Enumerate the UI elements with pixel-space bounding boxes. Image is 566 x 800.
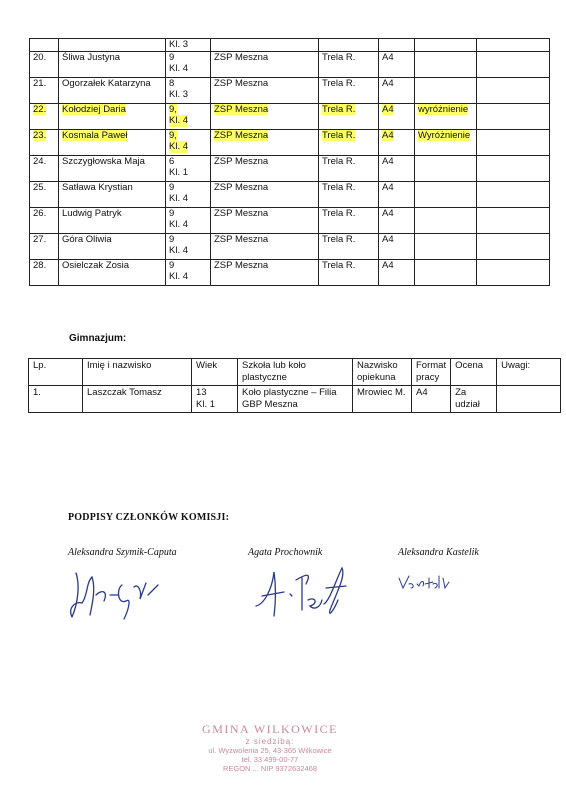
cell-wiek <box>166 233 211 259</box>
klasa-value: Kl. 4 <box>169 271 189 282</box>
cell-lp <box>30 129 59 155</box>
klasa-value: Kl. 4 <box>169 115 189 126</box>
cell-wiek <box>166 259 211 285</box>
cell-lp <box>30 51 59 77</box>
cell-opiekun <box>319 77 379 103</box>
wiek-value: 8 <box>169 77 175 89</box>
cell-school <box>211 259 319 285</box>
cell-name <box>59 129 166 155</box>
cell-name <box>59 77 166 103</box>
school-value: ZSP Meszna <box>214 51 269 63</box>
cell-opiekun <box>319 207 379 233</box>
table-row <box>30 233 550 259</box>
cell-ocena <box>415 51 477 77</box>
table-row <box>30 129 550 155</box>
cell-format <box>379 129 415 155</box>
cell-format <box>379 233 415 259</box>
stamp-line-4: tel. 33 499-00-77 <box>241 755 299 764</box>
name-value: Kołodziej Daria <box>62 103 126 115</box>
signature-3-image <box>395 572 455 597</box>
cell-name <box>59 51 166 77</box>
header-name: Imię i nazwisko <box>83 359 192 386</box>
cell-ocena <box>415 103 477 129</box>
lp-value: 27. <box>33 233 47 245</box>
name-value: Osielczak Zosia <box>62 259 130 271</box>
klasa-value: Kl. 1 <box>169 167 189 178</box>
lp-value: 26. <box>33 207 47 219</box>
cell-wiek <box>166 181 211 207</box>
table-cell <box>477 39 550 52</box>
ocena-value: Wyróżnienie <box>418 129 471 141</box>
cell-format <box>379 181 415 207</box>
lp-value: 23. <box>33 129 47 141</box>
cell-wiek <box>166 77 211 103</box>
opiekun-value: Trela R. <box>322 259 356 271</box>
format-value: A4 <box>382 155 394 167</box>
cell-opiekun <box>319 155 379 181</box>
lp-value: 24. <box>33 155 47 167</box>
table-row <box>30 39 550 52</box>
cell-wiek <box>166 129 211 155</box>
klasa-value: Kl. 1 <box>196 399 216 410</box>
school-value: ZSP Meszna <box>214 155 269 167</box>
header-lp: Lp. <box>29 359 83 386</box>
cell-lp <box>30 77 59 103</box>
cell-uwagi <box>477 181 550 207</box>
school-value: ZSP Meszna <box>214 129 269 141</box>
opiekun-value: Trela R. <box>322 181 356 193</box>
name-value: Satława Krystian <box>62 181 133 193</box>
table-row <box>30 77 550 103</box>
opiekun-value: Trela R. <box>322 155 356 167</box>
cell-ocena <box>415 259 477 285</box>
table-cell <box>415 39 477 52</box>
ocena-value: wyróżnienie <box>418 103 469 115</box>
table-cell <box>319 39 379 52</box>
cell-ocena <box>415 181 477 207</box>
cell-format <box>379 103 415 129</box>
klasa-value: Kl. 3 <box>169 89 189 100</box>
cell-ocena <box>415 129 477 155</box>
cell-uwagi <box>477 77 550 103</box>
header-school: Szkoła lub koło plastyczne <box>238 359 353 386</box>
wiek-value: 9, <box>169 129 177 141</box>
table-cell: Kl. 3 <box>166 39 211 52</box>
format-value: A4 <box>382 77 394 89</box>
stamp-line-2: z siedzibą: <box>245 737 295 746</box>
cell-school <box>211 155 319 181</box>
cell-opiekun <box>319 129 379 155</box>
header-format: Format pracy <box>412 359 451 386</box>
cell-opiekun: Mrowiec M. <box>353 386 412 413</box>
cell-name <box>59 181 166 207</box>
cell-uwagi <box>477 103 550 129</box>
name-value: Ludwig Patryk <box>62 207 122 219</box>
table-header-row <box>29 359 561 386</box>
lp-value: 22. <box>33 103 47 115</box>
cell-uwagi <box>477 51 550 77</box>
cell-lp <box>30 259 59 285</box>
table-cell <box>211 39 319 52</box>
cell-opiekun <box>319 233 379 259</box>
format-value: A4 <box>382 103 394 115</box>
signature-1-image <box>62 565 172 625</box>
table-cell <box>30 39 59 52</box>
wiek-value: 9 <box>169 259 175 271</box>
cell-lp: 1. <box>29 386 83 413</box>
cell-ocena <box>415 155 477 181</box>
cell-school <box>211 207 319 233</box>
opiekun-value: Trela R. <box>322 51 356 63</box>
cell-uwagi <box>477 129 550 155</box>
cell-wiek <box>166 155 211 181</box>
cell-opiekun <box>319 51 379 77</box>
cell-lp <box>30 233 59 259</box>
cell-opiekun <box>319 181 379 207</box>
signatures-title: PODPISY CZŁONKÓW KOMISJI: <box>68 512 230 523</box>
school-value: ZSP Meszna <box>214 103 269 115</box>
table-row <box>30 207 550 233</box>
opiekun-value: Trela R. <box>322 77 356 89</box>
school-value: ZSP Meszna <box>214 77 269 89</box>
wiek-value: 13 <box>196 387 207 398</box>
stamp-line-1: GMINA WILKOWICE <box>202 722 338 736</box>
cell-school <box>211 103 319 129</box>
lp-value: 21. <box>33 77 47 89</box>
cell-lp <box>30 103 59 129</box>
name-value: Ogorzałek Katarzyna <box>62 77 151 89</box>
klasa-value: Kl. 4 <box>169 193 189 204</box>
cell-lp <box>30 207 59 233</box>
format-value: A4 <box>382 181 394 193</box>
wiek-value: 9, <box>169 103 177 115</box>
cell-school: Koło plastyczne – Filia GBP Meszna <box>238 386 353 413</box>
cell-ocena <box>415 207 477 233</box>
cell-wiek <box>166 207 211 233</box>
cell-uwagi <box>477 233 550 259</box>
name-value: Góra Oliwia <box>62 233 112 245</box>
signer-name-1: Aleksandra Szymik-Caputa <box>68 547 177 558</box>
school-value: ZSP Meszna <box>214 233 269 245</box>
opiekun-value: Trela R. <box>322 207 356 219</box>
cell-wiek <box>166 103 211 129</box>
opiekun-value: Trela R. <box>322 103 356 115</box>
cell-name <box>59 207 166 233</box>
header-opiekun: Nazwisko opiekuna <box>353 359 412 386</box>
header-wiek: Wiek <box>192 359 238 386</box>
header-uwagi: Uwagi: <box>497 359 561 386</box>
wiek-value: 9 <box>169 233 175 245</box>
school-value: ZSP Meszna <box>214 181 269 193</box>
name-value: Szczygłowska Maja <box>62 155 145 167</box>
name-value: Kosmala Paweł <box>62 129 128 141</box>
wiek-value: 9 <box>169 207 175 219</box>
format-value: A4 <box>382 259 394 271</box>
signature-2-image <box>250 560 360 625</box>
wiek-value: 9 <box>169 181 175 193</box>
cell-ocena <box>415 77 477 103</box>
participants-table <box>29 38 550 286</box>
cell-format <box>379 77 415 103</box>
cell-school <box>211 129 319 155</box>
wiek-value: 6 <box>169 155 175 167</box>
cell-ocena: Za udział <box>451 386 497 413</box>
klasa-value: Kl. 4 <box>169 245 189 256</box>
lp-value: 28. <box>33 259 47 271</box>
format-value: A4 <box>382 129 394 141</box>
school-value: ZSP Meszna <box>214 259 269 271</box>
cell-format: A4 <box>412 386 451 413</box>
cell-school <box>211 233 319 259</box>
cell-lp <box>30 155 59 181</box>
cell-opiekun <box>319 259 379 285</box>
cell-uwagi <box>477 155 550 181</box>
cell-format <box>379 155 415 181</box>
table-cell <box>379 39 415 52</box>
cell-ocena <box>415 233 477 259</box>
table-row <box>29 386 561 413</box>
cell-uwagi <box>477 259 550 285</box>
opiekun-value: Trela R. <box>322 129 356 141</box>
gimnazjum-table <box>28 358 561 413</box>
lp-value: 20. <box>33 51 47 63</box>
cell-name <box>59 103 166 129</box>
stamp-line-5: REGON ... NIP 9372632468 <box>222 764 318 773</box>
cell-format <box>379 207 415 233</box>
section-title-gimnazjum: Gimnazjum: <box>69 333 127 344</box>
signer-name-3: Aleksandra Kastelik <box>398 547 479 558</box>
stamp-line-3: ul. Wyzwolenia 25, 43-365 Wilkowice <box>208 746 332 755</box>
cell-wiek <box>166 51 211 77</box>
cell-name <box>59 233 166 259</box>
cell-uwagi <box>497 386 561 413</box>
cell-wiek <box>192 386 238 413</box>
cell-name <box>59 155 166 181</box>
cell-uwagi <box>477 207 550 233</box>
format-value: A4 <box>382 51 394 63</box>
cell-school <box>211 51 319 77</box>
wiek-value: 9 <box>169 51 175 63</box>
format-value: A4 <box>382 233 394 245</box>
format-value: A4 <box>382 207 394 219</box>
klasa-value: Kl. 4 <box>169 219 189 230</box>
official-stamp <box>190 722 350 773</box>
table-row <box>30 259 550 285</box>
table-row <box>30 103 550 129</box>
table-row <box>30 155 550 181</box>
cell-school <box>211 77 319 103</box>
klasa-value: Kl. 4 <box>169 63 189 74</box>
cell-school <box>211 181 319 207</box>
cell-name: Laszczak Tomasz <box>83 386 192 413</box>
cell-format <box>379 51 415 77</box>
lp-value: 25. <box>33 181 47 193</box>
cell-opiekun <box>319 103 379 129</box>
cell-name <box>59 259 166 285</box>
opiekun-value: Trela R. <box>322 233 356 245</box>
cell-lp <box>30 181 59 207</box>
header-ocena: Ocena <box>451 359 497 386</box>
name-value: Śliwa Justyna <box>62 51 121 63</box>
school-value: ZSP Meszna <box>214 207 269 219</box>
klasa-value: Kl. 4 <box>169 141 189 152</box>
table-row <box>30 181 550 207</box>
cell-format <box>379 259 415 285</box>
signer-name-2: Agata Prochownik <box>248 547 323 558</box>
table-row <box>30 51 550 77</box>
table-cell <box>59 39 166 52</box>
